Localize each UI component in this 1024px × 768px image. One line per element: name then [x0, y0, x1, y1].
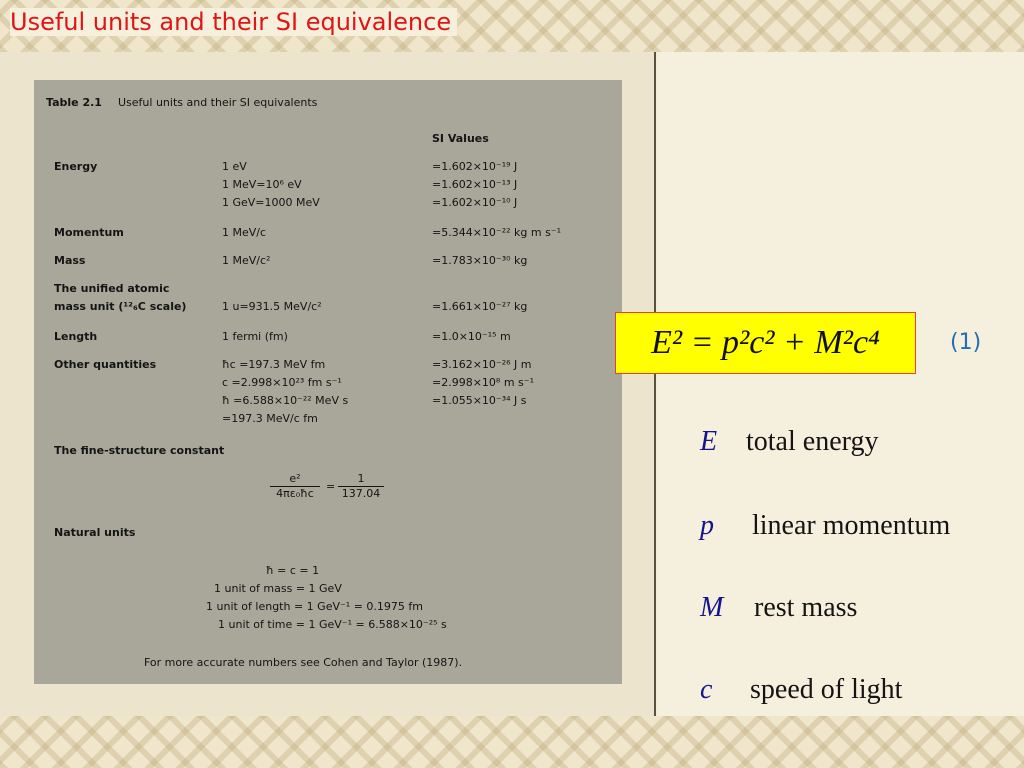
length-label: Length	[54, 330, 98, 343]
mass-unit: 1 MeV/c²	[222, 254, 271, 267]
momentum-label: Momentum	[54, 226, 124, 239]
energy-si-1: =1.602×10⁻¹⁹ J	[432, 160, 518, 173]
amu-unit: 1 u=931.5 MeV/c²	[222, 300, 322, 313]
fine-structure-rhs-numerator: 1	[338, 472, 384, 487]
legend-symbol-E: E	[700, 426, 718, 457]
natural-units-line-1: ħ = c = 1	[266, 564, 320, 577]
legend-symbol-c: c	[700, 674, 713, 705]
fine-structure-label: The fine-structure constant	[54, 444, 225, 457]
equation-number: (1)	[950, 330, 982, 355]
scanned-table-image	[34, 80, 622, 684]
fine-structure-equals: =	[326, 480, 336, 493]
length-unit: 1 fermi (fm)	[222, 330, 288, 343]
legend-symbol-M: M	[700, 592, 724, 623]
other-si-3: =1.055×10⁻³⁴ J s	[432, 394, 527, 407]
amu-label-line1: The unified atomic	[54, 282, 170, 295]
natural-units-label: Natural units	[54, 526, 136, 539]
other-unit-4: =197.3 MeV/c fm	[222, 412, 318, 425]
energy-momentum-formula: E² = p²c² + M²c⁴	[615, 312, 916, 374]
energy-label: Energy	[54, 160, 98, 173]
fine-structure-denominator: 4πε₀ħc	[276, 487, 314, 500]
legend-desc-rest-mass: rest mass	[754, 592, 858, 623]
legend-desc-speed-of-light: speed of light	[750, 674, 903, 705]
momentum-unit: 1 MeV/c	[222, 226, 267, 239]
legend-symbol-p: p	[700, 510, 714, 541]
amu-si: =1.661×10⁻²⁷ kg	[432, 300, 528, 313]
table-caption-label: Table 2.1	[46, 96, 102, 109]
other-unit-3: ħ =6.588×10⁻²² MeV s	[222, 394, 349, 407]
fine-structure-rhs-fraction	[338, 472, 384, 500]
natural-units-line-3: 1 unit of length = 1 GeV⁻¹ = 0.1975 fm	[206, 600, 423, 613]
slide-title: Useful units and their SI equivalence	[10, 8, 457, 36]
other-unit-1: ħc =197.3 MeV fm	[222, 358, 326, 371]
natural-units-line-2: 1 unit of mass = 1 GeV	[214, 582, 342, 595]
natural-units-line-4: 1 unit of time = 1 GeV⁻¹ = 6.588×10⁻²⁵ s	[218, 618, 447, 631]
mass-si: =1.783×10⁻³⁰ kg	[432, 254, 528, 267]
other-si-1: =3.162×10⁻²⁶ J m	[432, 358, 532, 371]
legend-desc-linear-momentum: linear momentum	[752, 510, 951, 541]
other-unit-2: c =2.998×10²³ fm s⁻¹	[222, 376, 342, 389]
other-si-2: =2.998×10⁸ m s⁻¹	[432, 376, 534, 389]
amu-label-line2: mass unit (¹²₆C scale)	[54, 300, 187, 313]
fine-structure-lhs-fraction	[270, 472, 320, 500]
mass-label: Mass	[54, 254, 86, 267]
momentum-si: =5.344×10⁻²² kg m s⁻¹	[432, 226, 562, 239]
bottom-decorative-border	[0, 716, 1024, 768]
length-si: =1.0×10⁻¹⁵ m	[432, 330, 511, 343]
si-values-header: SI Values	[432, 132, 489, 145]
other-quantities-label: Other quantities	[54, 358, 157, 371]
energy-unit-1: 1 eV	[222, 160, 247, 173]
energy-unit-2: 1 MeV=10⁶ eV	[222, 178, 302, 191]
energy-unit-3: 1 GeV=1000 MeV	[222, 196, 320, 209]
energy-si-3: =1.602×10⁻¹⁰ J	[432, 196, 518, 209]
energy-si-2: =1.602×10⁻¹³ J	[432, 178, 518, 191]
legend-desc-total-energy: total energy	[746, 426, 879, 457]
table-caption-text: Useful units and their SI equivalents	[118, 96, 318, 109]
fine-structure-numerator: e²	[270, 472, 320, 487]
fine-structure-rhs-denominator: 137.04	[341, 487, 381, 500]
table-footnote: For more accurate numbers see Cohen and Taylor (1987).	[144, 656, 463, 669]
